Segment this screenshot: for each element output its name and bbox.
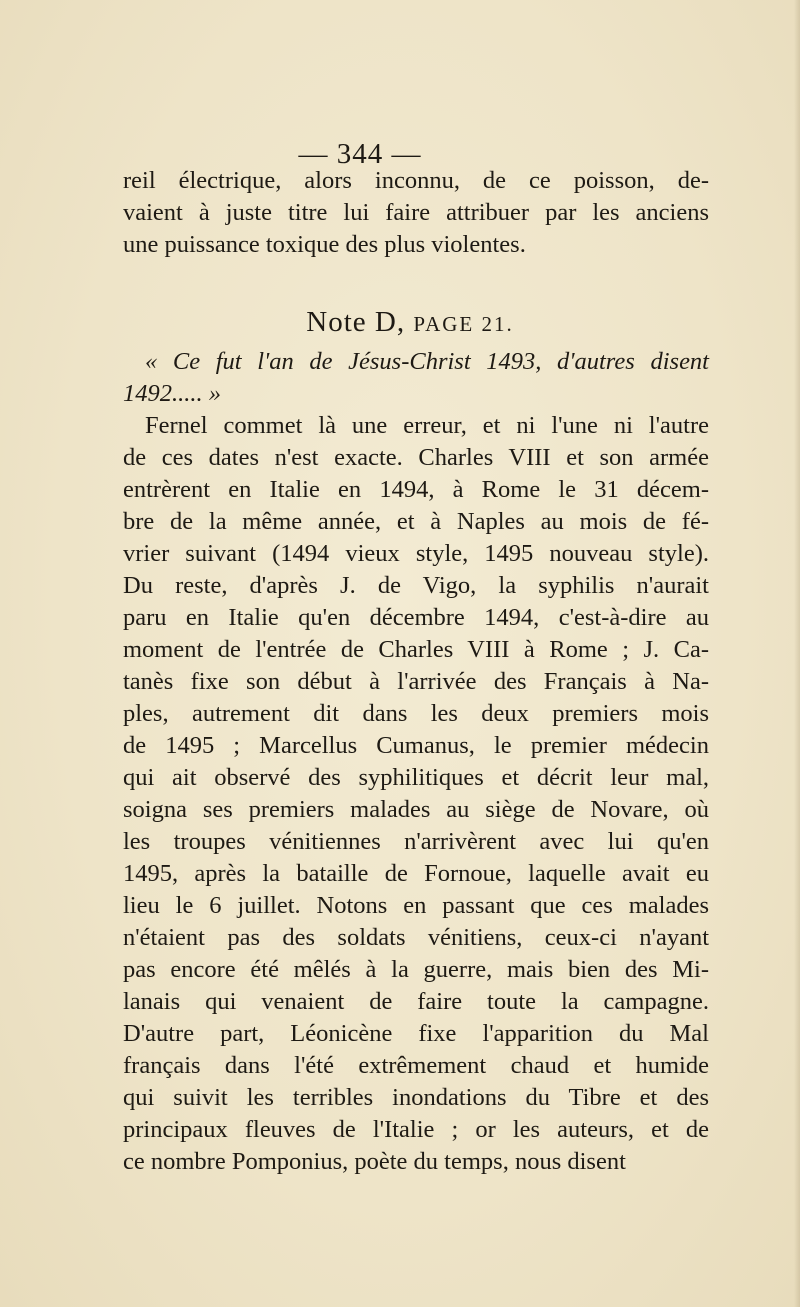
text-line: n'étaient pas des soldats vénitiens, ceux-ci n'ayant bbox=[123, 924, 709, 951]
text-line: de ces dates n'est exacte. Charles VIII et son armée bbox=[123, 444, 709, 471]
text-line: principaux fleuves de l'Italie ; or les auteurs, et de bbox=[123, 1116, 709, 1143]
text-line: Du reste, d'après J. de Vigo, la syphilis n'aurait bbox=[123, 572, 709, 599]
note-heading-main: Note D, bbox=[306, 306, 414, 338]
text-line: ce nombre Pomponius, poète du temps, nous disent bbox=[123, 1148, 626, 1175]
text-line: français dans l'été extrêmement chaud et humide bbox=[123, 1052, 709, 1079]
continuation-paragraph bbox=[123, 165, 709, 261]
text-line: de 1495 ; Marcellus Cumanus, le premier médecin bbox=[123, 732, 709, 759]
text-line: les troupes vénitiennes n'arrivèrent avec lui qu'en bbox=[123, 828, 709, 855]
page-edge-shadow bbox=[794, 0, 800, 1307]
text-line: tanès fixe son début à l'arrivée des Français à Na- bbox=[123, 668, 709, 695]
text-line: une puissance toxique des plus violentes. bbox=[123, 231, 526, 258]
text-line: Fernel commet là une erreur, et ni l'une ni l'autre bbox=[145, 412, 709, 439]
text-line: entrèrent en Italie en 1494, à Rome le 31 décem- bbox=[123, 476, 709, 503]
note-heading bbox=[0, 306, 800, 339]
text-line: qui ait observé des syphilitiques et décrit leur mal, bbox=[123, 764, 709, 791]
text-line: 1495, après la bataille de Fornoue, laquelle avait eu bbox=[123, 860, 709, 887]
text-line: lanais qui venaient de faire toute la campagne. bbox=[123, 988, 709, 1015]
text-line: ples, autrement dit dans les deux premiers mois bbox=[123, 700, 709, 727]
text-line: lieu le 6 juillet. Notons en passant que ces malades bbox=[123, 892, 709, 919]
quote-paragraph bbox=[123, 346, 709, 410]
text-line: reil électrique, alors inconnu, de ce poisson, de- bbox=[123, 167, 709, 194]
quote-line: « Ce fut l'an de Jésus-Christ 1493, d'autres disent bbox=[145, 348, 709, 375]
text-line: vaient à juste titre lui faire attribuer par les anciens bbox=[123, 199, 709, 226]
page-number: — 344 — bbox=[298, 138, 422, 170]
text-line: paru en Italie qu'en décembre 1494, c'est-à-dire au bbox=[123, 604, 709, 631]
text-line: bre de la même année, et à Naples au mois de fé- bbox=[123, 508, 709, 535]
text-line: vrier suivant (1494 vieux style, 1495 nouveau style). bbox=[123, 540, 709, 567]
text-line: pas encore été mêlés à la guerre, mais bien des Mi- bbox=[123, 956, 709, 983]
text-line: soigna ses premiers malades au siège de Novare, où bbox=[123, 796, 709, 823]
body-paragraph bbox=[123, 410, 709, 1178]
text-line: qui suivit les terribles inondations du Tibre et des bbox=[123, 1084, 709, 1111]
text-line: moment de l'entrée de Charles VIII à Rome ; J. Ca- bbox=[123, 636, 709, 663]
quote-line: 1492..... » bbox=[123, 380, 221, 407]
note-heading-page: PAGE 21. bbox=[413, 312, 514, 336]
text-line: D'autre part, Léonicène fixe l'apparition du Mal bbox=[123, 1020, 709, 1047]
